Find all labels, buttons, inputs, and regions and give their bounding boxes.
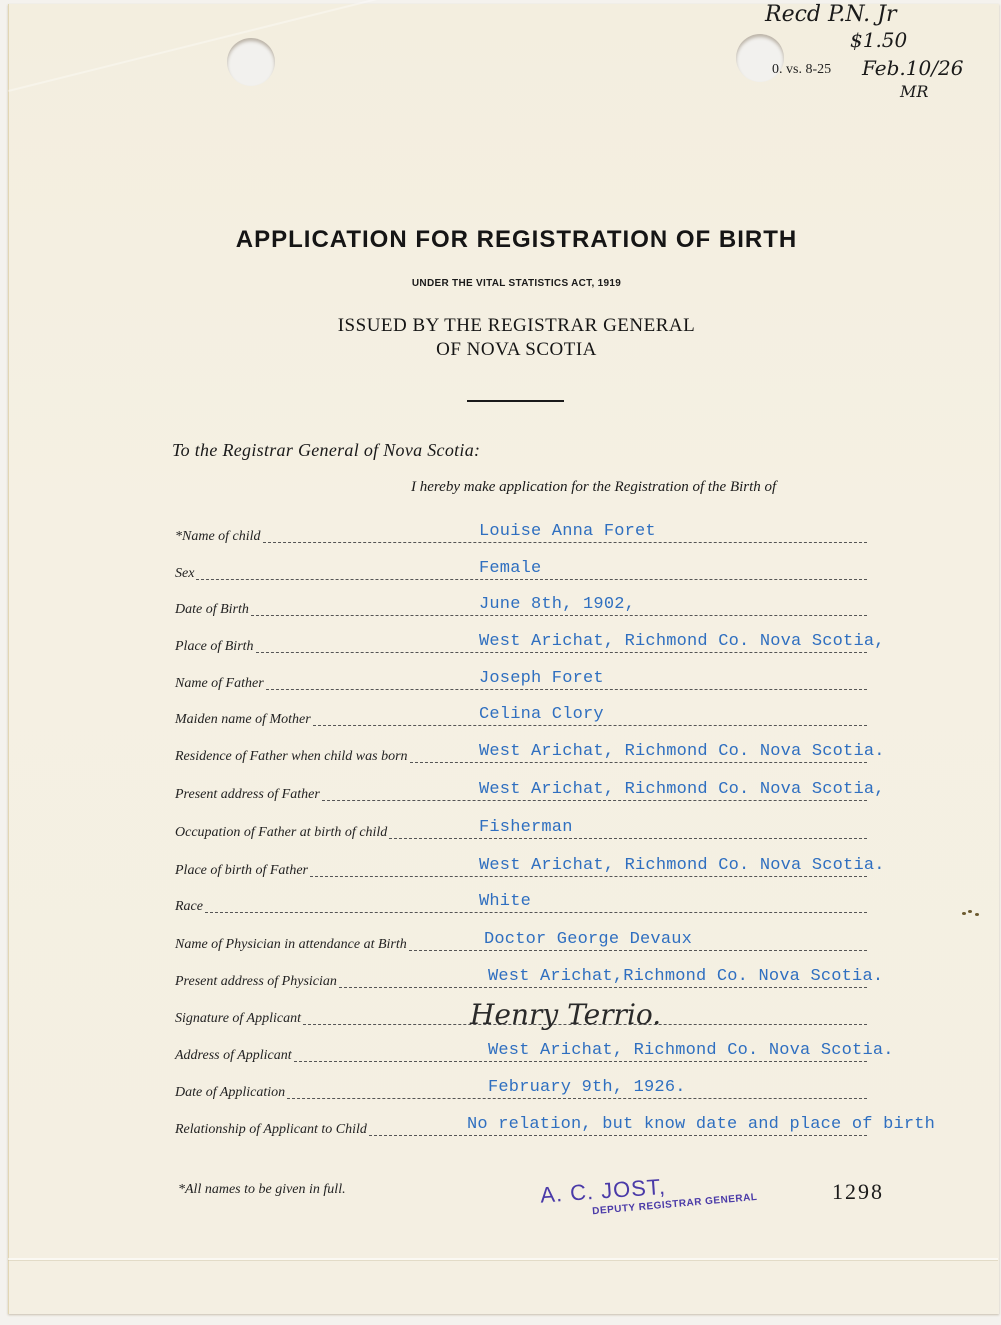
- form-field-row: [0, 588, 1001, 624]
- form-field-row: [0, 515, 1001, 551]
- field-value: West Arichat,Richmond Co. Nova Scotia.: [488, 967, 884, 986]
- field-value: Louise Anna Foret: [479, 522, 656, 541]
- field-label: Date of Birth: [175, 602, 249, 617]
- field-dotted-line: [205, 912, 867, 913]
- form-field-row: [0, 885, 1001, 921]
- field-label: Date of Application: [175, 1085, 286, 1100]
- field-value: Female: [479, 559, 542, 578]
- field-dotted-line: [263, 542, 867, 543]
- form-field-row: [0, 552, 1001, 588]
- form-field-row: [0, 1034, 1001, 1070]
- field-dotted-line: [322, 800, 867, 801]
- salutation: To the Registrar General of Nova Scotia:: [172, 440, 481, 460]
- field-value: Doctor George Devaux: [484, 930, 693, 949]
- field-label: Race: [175, 899, 203, 914]
- field-label: Place of Birth: [175, 639, 254, 654]
- field-label: Address of Applicant: [175, 1048, 292, 1063]
- footnote: *All names to be given in full.: [178, 1182, 346, 1197]
- field-value: February 9th, 1926.: [488, 1078, 686, 1097]
- heading-divider: [467, 400, 564, 402]
- form-field-row: [0, 960, 1001, 996]
- field-label: Signature of Applicant: [175, 1011, 301, 1026]
- field-value: West Arichat, Richmond Co. Nova Scotia,: [479, 780, 885, 799]
- handwritten-note-fee: $1.50: [850, 28, 908, 52]
- field-label: Sex: [175, 566, 195, 581]
- field-value: Joseph Foret: [479, 669, 604, 688]
- field-label: Present address of Father: [175, 787, 320, 802]
- punch-hole-left: [227, 38, 275, 86]
- stamp-role: DEPUTY REGISTRAR GENERAL: [591, 1191, 758, 1218]
- handwritten-note-date: Feb.10/26: [862, 56, 964, 80]
- form-subtitle: UNDER THE VITAL STATISTICS ACT, 1919: [411, 278, 622, 289]
- field-dotted-line: [409, 950, 867, 951]
- field-dotted-line: [389, 838, 867, 839]
- field-value: June 8th, 1902,: [479, 595, 636, 614]
- form-field-row: [0, 698, 1001, 734]
- field-dotted-line: [256, 652, 867, 653]
- field-label: Name of Father: [175, 676, 264, 691]
- field-value: West Arichat, Richmond Co. Nova Scotia.: [479, 856, 885, 875]
- form-field-row: [0, 773, 1001, 809]
- field-dotted-line: [196, 579, 867, 580]
- form-field-row: [0, 662, 1001, 698]
- applicant-signature: Henry Terrio.: [470, 998, 662, 1031]
- field-label: Maiden name of Mother: [175, 712, 311, 727]
- form-field-row: [0, 923, 1001, 959]
- preamble: I hereby make application for the Registration of the Birth of: [411, 479, 777, 495]
- field-value: Fisherman: [479, 818, 573, 837]
- field-label: Residence of Father when child was born: [175, 749, 408, 764]
- form-field-row: [0, 735, 1001, 771]
- field-label: Name of Physician in attendance at Birth: [175, 937, 407, 952]
- field-label: Relationship of Applicant to Child: [175, 1122, 367, 1137]
- registrar-stamp: [539, 1173, 758, 1218]
- field-label: Present address of Physician: [175, 974, 337, 989]
- field-dotted-line: [287, 1098, 867, 1099]
- serial-number: 1298: [832, 1179, 884, 1204]
- form-title: APPLICATION FOR REGISTRATION OF BIRTH: [235, 226, 798, 253]
- issuer-line-1: ISSUED BY THE REGISTRAR GENERAL: [337, 315, 696, 336]
- field-value: No relation, but know date and place of birth: [467, 1115, 936, 1134]
- field-dotted-line: [266, 689, 867, 690]
- form-field-row: [0, 1108, 1001, 1144]
- field-dotted-line: [294, 1061, 867, 1062]
- field-value: White: [479, 892, 532, 911]
- issuer-heading: [0, 314, 1001, 362]
- form-field-row: [0, 1071, 1001, 1107]
- form-field-row: [0, 849, 1001, 885]
- form-number: 0. vs. 8-25: [772, 62, 832, 77]
- field-dotted-line: [410, 762, 867, 763]
- field-value: West Arichat, Richmond Co. Nova Scotia,: [479, 632, 885, 651]
- stamp-name: A. C. JOST,: [539, 1173, 667, 1208]
- field-dotted-line: [313, 725, 867, 726]
- field-value: West Arichat, Richmond Co. Nova Scotia.: [488, 1041, 894, 1060]
- field-dotted-line: [310, 876, 867, 877]
- paper-fold: [8, 1258, 998, 1260]
- field-value: Celina Clory: [479, 705, 604, 724]
- field-dotted-line: [339, 987, 867, 988]
- handwritten-note-received: Recd P.N. Jr: [765, 2, 897, 27]
- field-label: *Name of child: [175, 529, 261, 544]
- field-label: Place of birth of Father: [175, 863, 308, 878]
- handwritten-note-initials: MR: [900, 82, 929, 101]
- field-label: Occupation of Father at birth of child: [175, 825, 388, 840]
- field-dotted-line: [369, 1135, 867, 1136]
- field-dotted-line: [251, 615, 867, 616]
- form-field-row: [0, 997, 1001, 1033]
- form-field-row: [0, 811, 1001, 847]
- issuer-line-2: OF NOVA SCOTIA: [436, 339, 597, 360]
- field-value: West Arichat, Richmond Co. Nova Scotia.: [479, 742, 885, 761]
- form-field-row: [0, 625, 1001, 661]
